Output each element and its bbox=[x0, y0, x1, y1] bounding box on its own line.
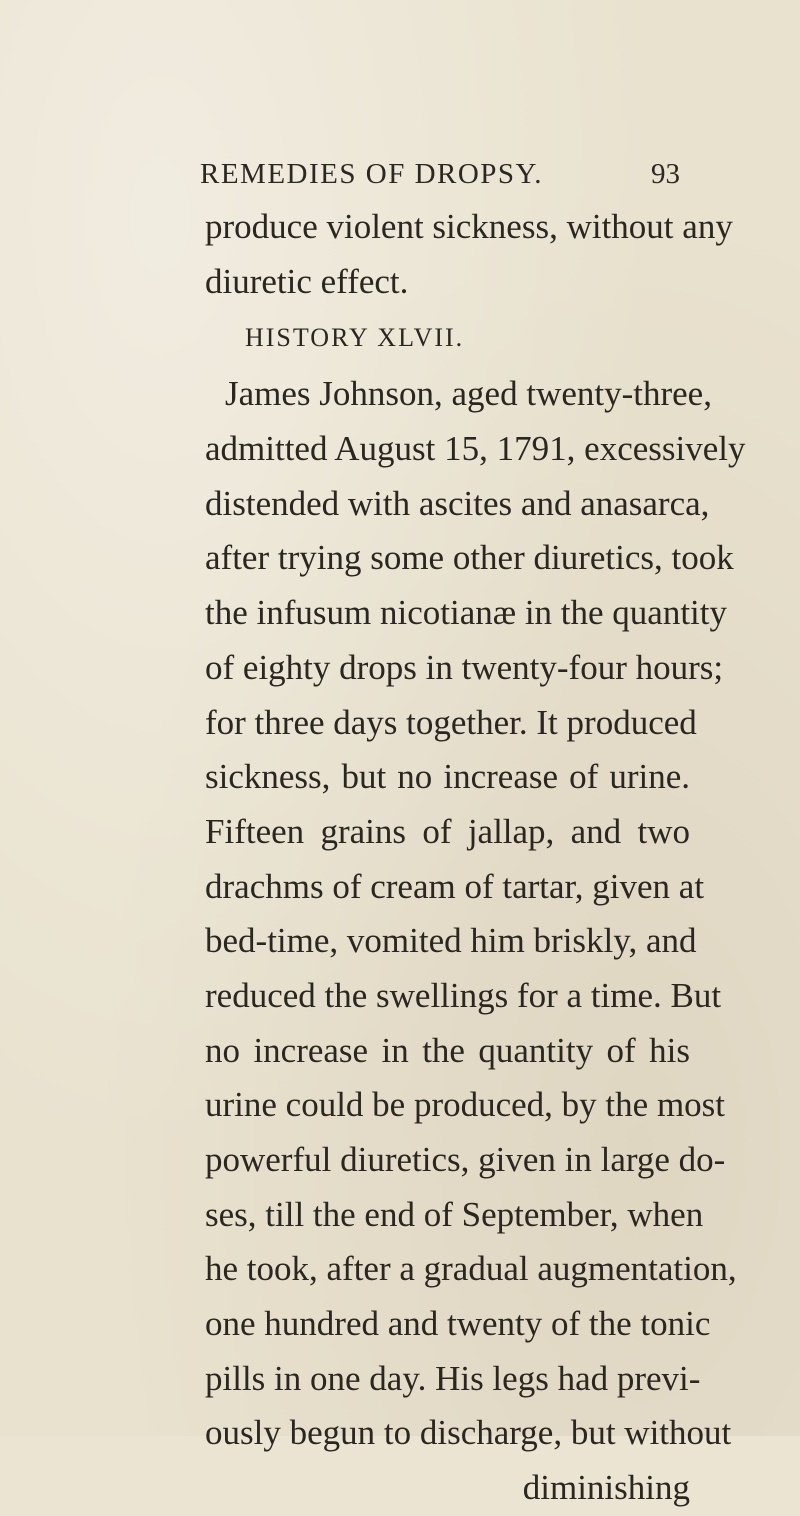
text-line: ously begun to discharge, but without bbox=[205, 1413, 732, 1453]
text-line: of eighty drops in twenty-four hours; bbox=[205, 647, 724, 687]
text-line: ses, till the end of September, when bbox=[205, 1194, 704, 1234]
text-line: the infusum nicotianæ in the quantity bbox=[205, 593, 728, 633]
text-line: distended with ascites and anasarca, bbox=[205, 483, 710, 523]
text-line: after trying some other diuretics, took bbox=[205, 538, 734, 578]
text-line: no increase in the quantity of his bbox=[205, 1030, 690, 1070]
text-line: for three days together. It produced bbox=[205, 702, 697, 742]
text-line: admitted August 15, 1791, excessively bbox=[205, 429, 746, 469]
running-title: REMEDIES OF DROPSY. bbox=[200, 158, 544, 190]
running-head bbox=[200, 158, 680, 198]
body-text bbox=[205, 200, 746, 1516]
text-line: urine could be produced, by the most bbox=[205, 1085, 726, 1125]
text-line: one hundred and twenty of the tonic bbox=[205, 1304, 711, 1344]
text-line: James Johnson, aged twenty-three, bbox=[225, 374, 712, 414]
text-line: reduced the swellings for a time. But bbox=[205, 975, 722, 1015]
section-heading: HISTORY XLVII. bbox=[245, 323, 465, 353]
catchword: diminishing bbox=[522, 1468, 690, 1508]
text-line: sickness, but no increase of urine. bbox=[205, 757, 690, 797]
text-line: Fifteen grains of jallap, and two bbox=[205, 811, 690, 851]
text-line: powerful diuretics, given in large do- bbox=[205, 1140, 726, 1179]
text-line: drachms of cream of tartar, given at bbox=[205, 866, 705, 906]
text-line: diuretic effect. bbox=[205, 261, 409, 301]
text-line: he took, after a gradual augmentation, bbox=[205, 1249, 737, 1289]
text-line: pills in one day. His legs had previ- bbox=[205, 1358, 701, 1398]
text-line: bed-time, vomited him briskly, and bbox=[205, 921, 697, 961]
text-line: produce violent sickness, without any bbox=[205, 207, 733, 246]
page-number: 93 bbox=[651, 158, 680, 190]
